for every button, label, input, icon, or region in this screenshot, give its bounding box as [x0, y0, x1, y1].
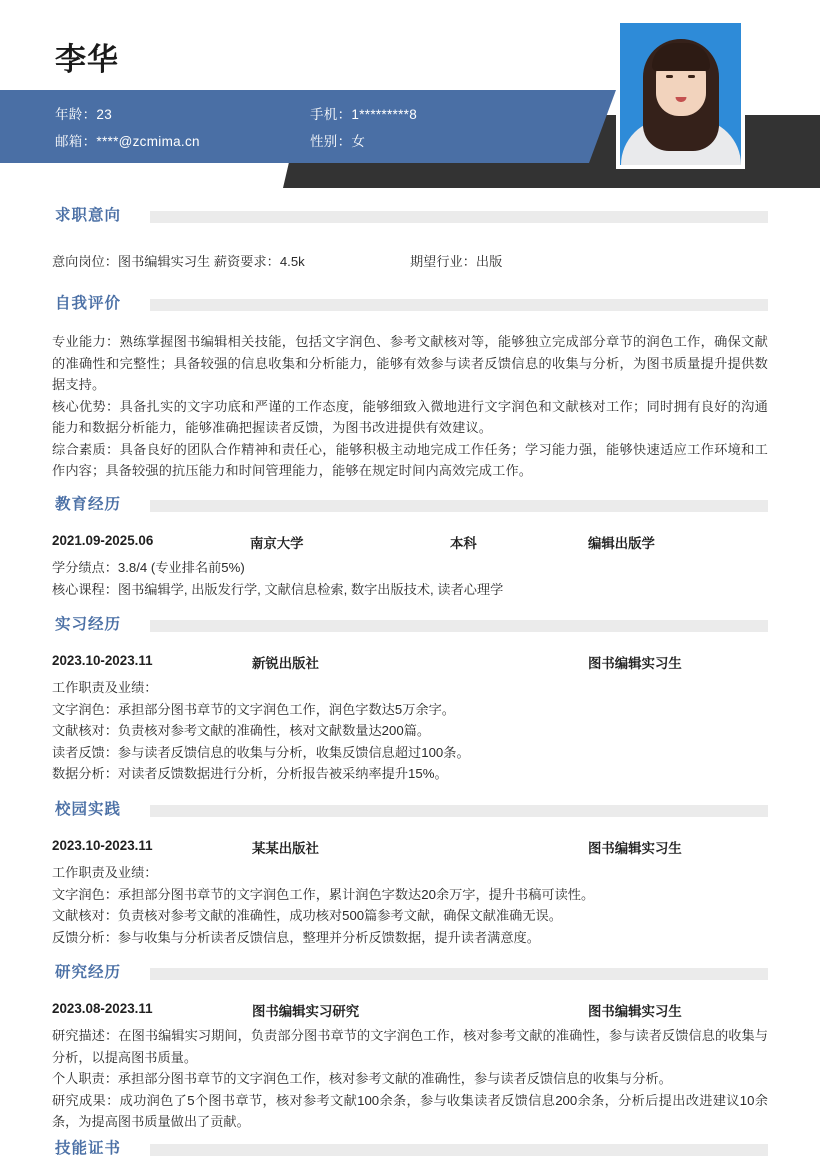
campus-practice-company: 某某出版社 [252, 841, 319, 856]
contact-age [55, 103, 112, 123]
education-date: 2021.09-2025.06 [52, 533, 154, 548]
internship-date: 2023.10-2023.11 [52, 653, 153, 668]
contact-gender-value: 女 [351, 134, 366, 149]
internship-item: 数据分析：对读者反馈数据进行分析，分析报告被采纳率提升15%。 [52, 766, 448, 781]
education-row [0, 533, 820, 555]
education-major: 编辑出版学 [588, 536, 655, 551]
internship-row [0, 653, 820, 675]
section-header-self-evaluation [0, 293, 820, 319]
section-title-job-intent: 求职意向 [55, 207, 122, 224]
contact-email-label: 邮箱： [55, 134, 97, 149]
contact-gender-label: 性别： [310, 134, 352, 149]
internship-position: 图书编辑实习生 [588, 656, 682, 671]
campus-practice-item: 反馈分析：参与收集与分析读者反馈信息，整理并分析反馈数据，提升读者满意度。 [52, 929, 540, 945]
section-bar-job-intent [150, 211, 768, 223]
id-photo [620, 23, 741, 165]
education-courses: 核心课程：图书编辑学, 出版发行学, 文献信息检索, 数字出版技术, 读者心理学 [52, 581, 504, 597]
section-bar-education [150, 500, 768, 512]
contact-email [55, 130, 200, 150]
section-bar-self-evaluation [150, 299, 768, 311]
section-header-education [0, 494, 820, 520]
section-title-self-evaluation: 自我评价 [55, 295, 122, 312]
section-header-skills-certificates [0, 1138, 820, 1160]
avatar [616, 19, 745, 169]
section-bar-internship [150, 620, 768, 632]
section-bar-research [150, 968, 768, 980]
self-evaluation-paragraph: 综合素质：具备良好的团队合作精神和责任心，能够积极主动地完成工作任务；学习能力强，能够快速适应工作环境和工作内容；具备较强的抗压能力和时间管理能力，能够在规定时间内高效完成工作。 [52, 441, 768, 478]
internship-subtitle: 工作职责及业绩： [52, 680, 158, 695]
research-item: 个人职责：承担部分图书章节的文字润色工作，核对参考文献的准确性，参与读者反馈信息的收集与分析。 [52, 1071, 672, 1086]
internship-item: 文献核对：负责核对参考文献的准确性，核对文献数量达200篇。 [52, 723, 431, 738]
research-position: 图书编辑实习生 [588, 1004, 682, 1019]
section-education [0, 494, 820, 600]
education-degree: 本科 [450, 536, 477, 551]
contact-age-label: 年龄： [55, 107, 97, 122]
section-bar-campus-practice [150, 805, 768, 817]
education-school: 南京大学 [250, 536, 304, 551]
contact-phone-value: 1*********8 [351, 107, 418, 122]
contact-phone-label: 手机： [310, 107, 352, 122]
campus-practice-row [0, 838, 820, 860]
section-title-internship: 实习经历 [55, 616, 122, 633]
research-item: 研究成果：成功润色了5个图书章节，核对参考文献100余条，参与收集读者反馈信息200余条，分析后提出改进建议10余条，为提高图书质量做出了贡献。 [52, 1092, 768, 1129]
section-self-evaluation [0, 293, 820, 482]
section-internship [0, 614, 820, 785]
portrait-fringe-shape [652, 43, 710, 71]
research-item: 研究描述：在图书编辑实习期间，负责部分图书章节的文字润色工作，核对参考文献的准确性，参与读者反馈信息的收集与分析，以提高图书质量。 [52, 1028, 768, 1065]
portrait-eye-right-shape [688, 75, 695, 78]
education-gpa: 学分绩点：3.8/4 (专业排名前5%) [52, 560, 245, 575]
section-header-job-intent [0, 205, 820, 231]
job-intent-row [0, 251, 820, 272]
contact-email-value: ****@zcmima.cn [96, 134, 200, 149]
section-header-research [0, 962, 820, 988]
research-date: 2023.08-2023.11 [52, 1001, 153, 1016]
section-campus-practice [0, 799, 820, 948]
campus-practice-item: 文字润色：承担部分图书章节的文字润色工作，累计润色字数达20余万字，提升书稿可读性。 [52, 886, 595, 902]
job-intent-position-salary: 意向岗位：图书编辑实习生 薪资要求：4.5k [52, 254, 305, 269]
section-research [0, 962, 820, 1133]
section-title-campus-practice: 校园实践 [55, 801, 122, 818]
section-header-campus-practice [0, 799, 820, 825]
campus-practice-item: 文献核对：负责核对参考文献的准确性，成功核对500篇参考文献，确保文献准确无误。 [52, 908, 562, 923]
campus-practice-date: 2023.10-2023.11 [52, 838, 153, 853]
portrait-eye-left-shape [666, 75, 673, 78]
section-skills-certificates [0, 1138, 820, 1160]
research-project: 图书编辑实习研究 [252, 1004, 360, 1019]
section-title-education: 教育经历 [55, 496, 122, 513]
campus-practice-position: 图书编辑实习生 [588, 841, 682, 856]
resume-header [0, 0, 820, 190]
section-bar-skills-certificates [150, 1144, 768, 1156]
research-row [0, 1001, 820, 1023]
contact-gender [310, 130, 365, 150]
section-title-skills-certificates: 技能证书 [55, 1140, 122, 1157]
internship-item: 读者反馈：参与读者反馈信息的收集与分析，收集反馈信息超过100条。 [52, 744, 470, 760]
internship-company: 新锐出版社 [252, 656, 319, 671]
job-intent-industry: 期望行业：出版 [410, 254, 503, 269]
self-evaluation-paragraph: 核心优势：具备扎实的文字功底和严谨的工作态度，能够细致入微地进行文字润色和文献核对工作；同时拥有良好的沟通能力和数据分析能力，能够准确把握读者反馈，为图书改进提供有效建议。 [52, 398, 768, 435]
self-evaluation-paragraph: 专业能力：熟练掌握图书编辑相关技能，包括文字润色、参考文献核对等，能够独立完成部分章节的润色工作，确保文献的准确性和完整性；具备较强的信息收集和分析能力，能够有效参与读者反馈信息的收集与分析，为图书质量提升提供数据支持。 [52, 334, 768, 392]
section-header-internship [0, 614, 820, 640]
self-evaluation-body [0, 331, 820, 482]
contact-age-value: 23 [96, 107, 113, 122]
internship-item: 文字润色：承担部分图书章节的文字润色工作，润色字数达5万余字。 [52, 701, 455, 717]
contact-phone [310, 103, 417, 123]
page-title: 李华 [55, 42, 119, 77]
campus-practice-subtitle: 工作职责及业绩： [52, 865, 158, 880]
section-job-intent [0, 205, 820, 272]
section-title-research: 研究经历 [55, 964, 122, 981]
